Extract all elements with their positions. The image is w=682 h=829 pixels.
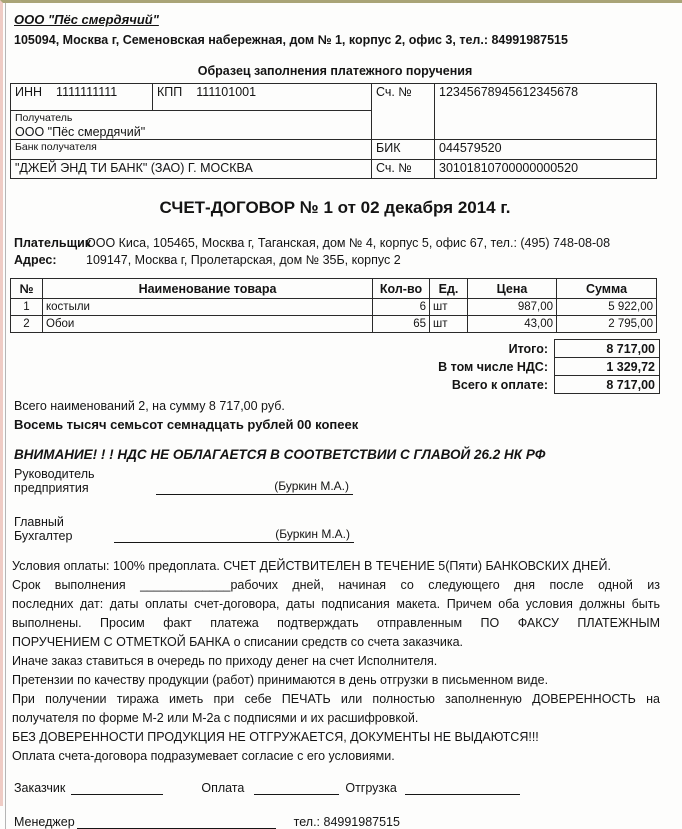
kpp-label: КПП <box>157 85 183 99</box>
item-sum: 2 795,00 <box>557 316 657 333</box>
col-header-name: Наименование товара <box>43 279 373 299</box>
terms-line: последних дат: даты оплаты счет-договора, даты подписания макета. Причем оба условия должны быть <box>12 597 660 611</box>
corr-account-value: 30101810700000000520 <box>435 160 657 179</box>
payer-block <box>14 236 660 268</box>
items-table <box>10 278 657 333</box>
col-header-num: № <box>11 279 43 299</box>
inn-label: ИНН <box>15 85 43 99</box>
items-summary-line: Всего наименований 2, на сумму 8 717,00 руб. <box>14 399 285 413</box>
invoice-document <box>5 3 660 829</box>
item-qty: 6 <box>373 299 430 316</box>
totals-row <box>437 376 659 394</box>
attention-note: ВНИМАНИЕ! ! ! НДС НЕ ОБЛАГАЕТСЯ В СООТВЕТСТВИИ С ГЛАВОЙ 26.2 НК РФ <box>14 447 546 462</box>
item-sum: 5 922,00 <box>557 299 657 316</box>
document-title: СЧЕТ-ДОГОВОР № 1 от 02 декабря 2014 г. <box>159 198 511 217</box>
terms-line: Иначе заказ ставиться в очередь по приходу денег на счет Исполнителя. <box>12 654 438 668</box>
col-header-qty: Кол-во <box>373 279 430 299</box>
amount-in-words: Восемь тысяч семьсот семнадцать рублей 00 копеек <box>14 417 359 432</box>
payer-row <box>14 236 660 251</box>
manager-phone: тел.: 84991987515 <box>293 815 400 829</box>
payer-address-row <box>14 253 660 268</box>
bank-name: "ДЖЕЙ ЭНД ТИ БАНК" (ЗАО) Г. МОСКВА <box>11 160 372 179</box>
payer-address-label: Адрес: <box>14 253 57 267</box>
terms-line: Оплата счета-договора подразумевает согласие с его условиями. <box>12 749 395 763</box>
director-signature-line <box>156 479 353 495</box>
total-value: 8 717,00 <box>555 340 660 358</box>
account-value-cell: 12345678945612345678 <box>435 84 657 140</box>
accountant-signature-row <box>14 515 660 543</box>
payment-fill-line <box>254 779 339 795</box>
payer-value: ООО Киса, 105465, Москва г, Таганская, дом № 4, корпус 5, офис 67, тел.: (495) 748-08-08 <box>86 236 611 250</box>
accountant-name: (Буркин М.А.) <box>275 527 350 541</box>
payer-address-value: 109147, Москва г, Пролетарская, дом № 35Б, корпус 2 <box>86 253 401 267</box>
terms-line: Претензии по качеству продукции (работ) принимаются в день отгрузки в письменном виде. <box>12 673 549 687</box>
item-price: 987,00 <box>468 299 557 316</box>
payment-label: Оплата <box>201 781 245 795</box>
seller-header <box>10 8 660 47</box>
payer-label: Плательщик <box>14 236 92 250</box>
account-label-cell: Сч. № <box>372 84 435 140</box>
item-qty: 65 <box>373 316 430 333</box>
director-signature-row <box>14 467 660 495</box>
manager-label: Менеджер <box>14 815 75 829</box>
corr-account-label: Сч. № <box>372 160 435 179</box>
table-row <box>11 316 657 333</box>
terms-line: БЕЗ ДОВЕРЕННОСТИ ПРОДУКЦИЯ НЕ ОТГРУЖАЕТСЯ, ДОКУМЕНТЫ НЕ ВЫДАЮТСЯ!!! <box>12 730 539 744</box>
bik-label: БИК <box>372 140 435 160</box>
item-unit: шт <box>430 299 468 316</box>
totals-row <box>437 358 659 376</box>
item-name: костыли <box>43 299 373 316</box>
totals-block <box>437 339 660 394</box>
grand-total-label: Всего к оплате: <box>451 377 548 392</box>
director-name: (Буркин М.А.) <box>274 479 349 493</box>
customer-label: Заказчик <box>14 781 66 795</box>
bank-label: Банк получателя <box>11 140 372 160</box>
shipment-fill-line <box>405 779 520 795</box>
terms-line: ПОРУЧЕНИЕМ С ОТМЕТКОЙ БАНКА о списании средств со счета заказчика. <box>12 635 463 649</box>
grand-total-value: 8 717,00 <box>555 376 660 394</box>
inn-value: 1111111111 <box>56 85 118 99</box>
terms-line: Условия оплаты: 100% предоплата. СЧЕТ ДЕЙСТВИТЕЛЕН В ТЕЧЕНИЕ 5(Пяти) БАНКОВСКИХ ДНЕЙ. <box>12 559 611 573</box>
seller-company-name: ООО "Пёс смердячий" <box>14 12 159 27</box>
item-num: 2 <box>11 316 43 333</box>
item-unit: шт <box>430 316 468 333</box>
shipment-label: Отгрузка <box>345 781 397 795</box>
terms-line: получателя по форме М-2 или М-2а с подписями и их расшифровкой. <box>12 711 419 725</box>
table-row <box>11 299 657 316</box>
accountant-label: Главный Бухгалтер <box>14 515 73 543</box>
recipient-value: ООО "Пёс смердячий" <box>11 124 372 140</box>
manager-fill-line <box>77 813 276 829</box>
terms-line: При получении тиража иметь при себе ПЕЧАТЬ или полностью заполненную ДОВЕРЕННОСТЬ на <box>12 692 660 706</box>
accountant-signature-line <box>114 527 354 543</box>
col-header-price: Цена <box>468 279 557 299</box>
terms-line: Срок выполнения _____________рабочих дней, начиная со следующего дня после одной из <box>12 578 660 592</box>
vat-value: 1 329,72 <box>555 358 660 376</box>
col-header-sum: Сумма <box>557 279 657 299</box>
kpp-value: 111101001 <box>196 85 257 99</box>
col-header-unit: Ед. <box>430 279 468 299</box>
item-name: Обои <box>43 316 373 333</box>
item-num: 1 <box>11 299 43 316</box>
footer-row-1 <box>14 777 660 795</box>
vat-label: В том числе НДС: <box>438 359 548 374</box>
director-label: Руководитель предприятия <box>14 467 95 495</box>
footer-row-2 <box>14 811 660 829</box>
customer-fill-line <box>71 779 163 795</box>
recipient-label: Получатель <box>11 111 372 125</box>
totals-row <box>437 340 659 358</box>
payment-sample-heading: Образец заполнения платежного поручения <box>197 64 473 78</box>
terms-block <box>12 557 660 766</box>
inn-cell <box>11 84 153 111</box>
terms-line: выполнены. Просим факт платежа подтверждать отправленным ПО ФАКСУ ПЛАТЕЖНЫМ <box>12 616 660 630</box>
item-price: 43,00 <box>468 316 557 333</box>
total-label: Итого: <box>508 341 548 356</box>
items-header-row <box>11 279 657 299</box>
kpp-cell <box>153 84 372 111</box>
bik-value: 044579520 <box>435 140 657 160</box>
seller-address: 105094, Москва г, Семеновская набережная, дом № 1, корпус 2, офис 3, тел.: 84991987515 <box>14 33 568 47</box>
bank-requisites-table <box>10 83 657 179</box>
